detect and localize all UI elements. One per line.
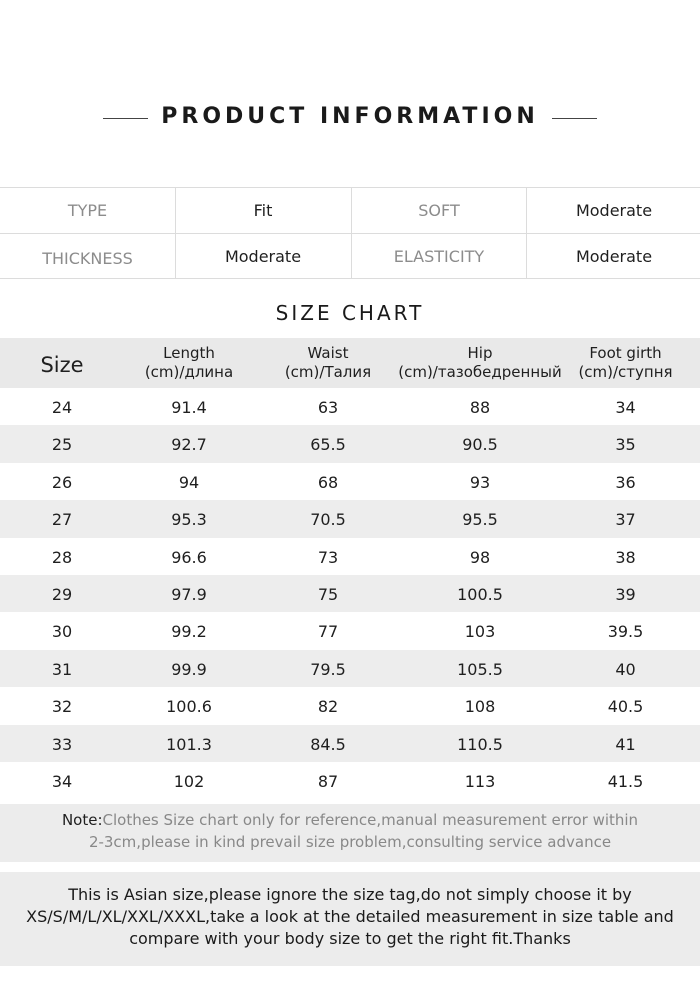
size-column-header: Size [40, 353, 84, 377]
table-row [0, 725, 700, 762]
size-cell: 34 [51, 771, 73, 791]
hip-header-name: Hip [467, 344, 493, 362]
length-cell: 101.3 [166, 734, 212, 754]
foot-girth-cell: 37 [615, 510, 636, 530]
hip-cell: 108 [464, 697, 496, 717]
waist-cell: 65.5 [310, 435, 346, 455]
waist-cell: 87 [317, 771, 339, 791]
table-row [0, 612, 700, 649]
hip-cell: 88 [469, 398, 491, 417]
hip-cell: 98 [469, 547, 491, 567]
hip-cell: 95.5 [462, 510, 498, 530]
waist-cell: 68 [317, 472, 339, 492]
foot-header-name: Foot girth [589, 344, 662, 362]
length-cell: 97.9 [171, 584, 207, 604]
table-row [0, 762, 700, 799]
soft-value: Moderate [526, 188, 700, 233]
hip-cell: 100.5 [457, 584, 503, 604]
foot-girth-cell: 41 [615, 734, 636, 754]
product-info-row [0, 233, 700, 279]
soft-label: SOFT [351, 188, 526, 233]
hip-cell: 110.5 [457, 734, 503, 754]
type-label: TYPE [67, 201, 108, 220]
foot-girth-cell: 41.5 [607, 771, 644, 791]
waist-cell: 79.5 [310, 659, 346, 679]
product-info-row [0, 188, 700, 233]
size-cell: 27 [51, 510, 73, 530]
thickness-label: THICKNESS [42, 249, 133, 268]
waist-cell: 82 [317, 697, 339, 717]
foot-header-unit: (cm)/ступня [578, 363, 673, 381]
waist-cell: 73 [317, 547, 339, 567]
asian-size-notice: This is Asian size,please ignore the size tag,do not simply choose it by XS/S/M/L/XL/XXL/XXXL,take a look at the detailed measurement in size table and compare with your body size to get the right fit.Thanks [0, 872, 700, 966]
header-rule-right [552, 118, 597, 119]
foot-girth-cell: 39.5 [607, 622, 644, 642]
size-chart-table [0, 338, 700, 799]
size-table-body [0, 388, 700, 799]
table-row [0, 538, 700, 575]
hip-header-unit: (cm)/тазобедренный [398, 363, 562, 381]
length-cell: 102 [173, 771, 205, 791]
table-row [0, 388, 700, 425]
hip-cell: 113 [464, 771, 496, 791]
length-cell: 91.4 [171, 398, 207, 417]
table-row [0, 650, 700, 687]
foot-girth-cell: 39 [615, 584, 636, 604]
size-note [0, 804, 700, 862]
elasticity-label: ELASTICITY [351, 234, 526, 279]
foot-girth-cell: 38 [615, 547, 636, 567]
table-row [0, 425, 700, 462]
length-cell: 99.9 [171, 659, 207, 679]
note-line-1: Clothes Size chart only for reference,manual measurement error within [102, 811, 639, 829]
table-row [0, 687, 700, 724]
hip-cell: 105.5 [457, 659, 503, 679]
foot-girth-cell: 40 [615, 659, 636, 679]
size-cell: 26 [51, 472, 73, 492]
size-cell: 25 [51, 435, 73, 455]
waist-cell: 84.5 [310, 734, 346, 754]
hip-cell: 103 [464, 622, 496, 642]
elasticity-value: Moderate [526, 234, 700, 279]
size-cell: 33 [51, 734, 73, 754]
size-cell: 24 [51, 398, 73, 417]
size-cell: 32 [51, 697, 73, 717]
waist-cell: 70.5 [310, 510, 346, 530]
size-cell: 28 [51, 547, 73, 567]
waist-column-header [263, 338, 393, 388]
size-cell: 29 [51, 584, 73, 604]
waist-header-unit: (cm)/Талия [284, 363, 372, 381]
waist-cell: 75 [317, 584, 339, 604]
hip-cell: 90.5 [462, 435, 498, 455]
size-chart-title: SIZE CHART [275, 301, 425, 325]
foot-girth-cell: 36 [615, 472, 636, 492]
hip-column-header [390, 338, 570, 388]
thickness-value: Moderate [175, 234, 350, 279]
length-header-unit: (cm)/длина [144, 363, 234, 381]
length-cell: 96.6 [171, 547, 207, 567]
waist-header-name: Waist [307, 344, 349, 362]
waist-cell: 77 [317, 622, 339, 642]
table-row [0, 463, 700, 500]
foot-girth-cell: 40.5 [607, 697, 644, 717]
waist-cell: 63 [317, 398, 339, 417]
note-line-2: 2-3cm,please in kind prevail size problem,consulting service advance [88, 833, 612, 851]
size-table-header [0, 338, 700, 388]
length-column-header [124, 338, 254, 388]
length-header-name: Length [163, 344, 215, 362]
length-cell: 94 [178, 472, 200, 492]
length-cell: 99.2 [171, 622, 207, 642]
page-title: PRODUCT INFORMATION [161, 104, 539, 129]
length-cell: 95.3 [171, 510, 207, 530]
table-row [0, 575, 700, 612]
foot-girth-cell: 35 [615, 435, 636, 455]
note-label: Note: [61, 811, 103, 829]
foot-girth-column-header [568, 338, 683, 388]
size-cell: 31 [51, 659, 73, 679]
size-cell: 30 [51, 622, 73, 642]
length-cell: 92.7 [171, 435, 207, 455]
hip-cell: 93 [469, 472, 491, 492]
table-row [0, 500, 700, 537]
product-info-header [0, 100, 700, 136]
foot-girth-cell: 34 [615, 398, 636, 417]
length-cell: 100.6 [166, 697, 212, 717]
product-info-table [0, 187, 700, 279]
type-value: Fit [175, 188, 350, 233]
